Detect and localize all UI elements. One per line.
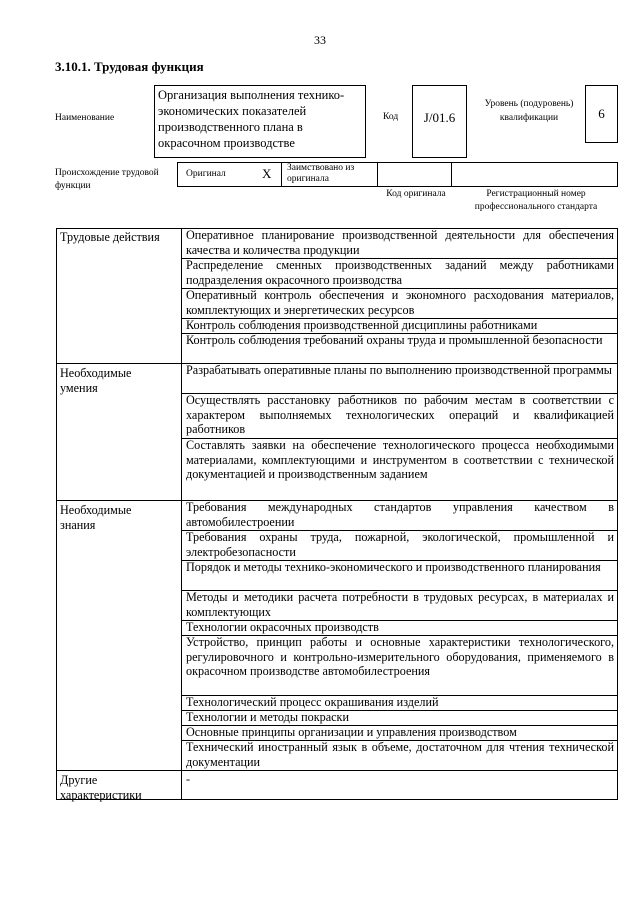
table-column-divider: [181, 228, 182, 800]
origin-divider-3: [451, 162, 452, 187]
borrowed-label: Заимствовано из оригинала: [287, 163, 355, 184]
knowledge-label: Необходимые знания: [60, 503, 132, 532]
name-value: Организация выполнения технико-экономических показателей производственного плана в окрасочном производстве: [158, 88, 345, 150]
knowledge-item: Технологии окрасочных производств: [186, 620, 379, 634]
origin-box: [177, 162, 618, 187]
level-value: 6: [598, 106, 605, 121]
reg-number-caption: Регистрационный номер профессионального стандарта: [474, 189, 598, 212]
labor-action-item: Контроль соблюдения требований охраны труда и промышленной безопасности: [186, 333, 603, 347]
labor-actions-label: Трудовые действия: [60, 230, 160, 244]
code-label: Код: [383, 112, 399, 122]
knowledge-item: Методы и методики расчета потребности в трудовых ресурсах, в материалах и комплектующих: [186, 590, 614, 619]
knowledge-item: Технологический процесс окрашивания изделий: [186, 695, 439, 709]
page-number: 33: [314, 33, 326, 47]
labor-action-item: Оперативное планирование производственной деятельности для обеспечения качества и количества продукции: [186, 228, 614, 257]
original-mark: X: [262, 166, 272, 181]
level-label: Уровень (подуровень) квалификации: [484, 99, 574, 123]
knowledge-item: Требования охраны труда, пожарной, экологической, промышленной и электробезопасности: [186, 530, 614, 559]
knowledge-item: Технический иностранный язык в объеме, достаточном для чтения технической документации: [186, 740, 614, 769]
origin-divider-1: [281, 162, 282, 187]
other-label: Другие характеристики: [60, 773, 142, 802]
skill-item: Разрабатывать оперативные планы по выполнению производственной программы: [186, 363, 612, 377]
skill-item: Составлять заявки на обеспечение технологического процесса необходимыми материалами, комплектующими и инструментом в соответствии с технической документацией и производственным заданием: [186, 438, 614, 482]
origin-label: Происхождение трудовой функции: [55, 168, 159, 191]
labor-action-item: Распределение сменных производственных заданий между работниками подразделения окрасочного производства: [186, 258, 614, 287]
knowledge-item: Устройство, принцип работы и основные характеристики технологического, регулировочного и контрольно-измерительного оборудования, применяемого в окрасочном производстве автомобилестроения: [186, 635, 614, 679]
labor-action-item: Контроль соблюдения производственной дисциплины работниками: [186, 318, 538, 332]
code-value: J/01.6: [423, 110, 456, 125]
section-separator: [56, 770, 618, 771]
section-heading: 3.10.1. Трудовая функция: [55, 59, 204, 74]
skills-label: Необходимые умения: [60, 366, 132, 395]
knowledge-item: Требования международных стандартов управления качеством в автомобилестроении: [186, 500, 614, 529]
origin-divider-2: [377, 162, 378, 187]
other-value: -: [186, 772, 191, 786]
knowledge-item: Основные принципы организации и управления производством: [186, 725, 517, 739]
name-label: Наименование: [55, 113, 115, 123]
code-original-caption: Код оригинала: [386, 189, 446, 199]
original-label: Оригинал: [186, 169, 226, 179]
knowledge-item: Порядок и методы технико-экономического и производственного планирования: [186, 560, 601, 574]
knowledge-item: Технологии и методы покраски: [186, 710, 349, 724]
skill-item: Осуществлять расстановку работников по рабочим местам в соответствии с характером выполняемых технологических операций и квалификацией работников: [186, 393, 614, 437]
labor-action-item: Оперативный контроль обеспечения и экономного расходования материалов, комплектующих и энергетических ресурсов: [186, 288, 614, 317]
